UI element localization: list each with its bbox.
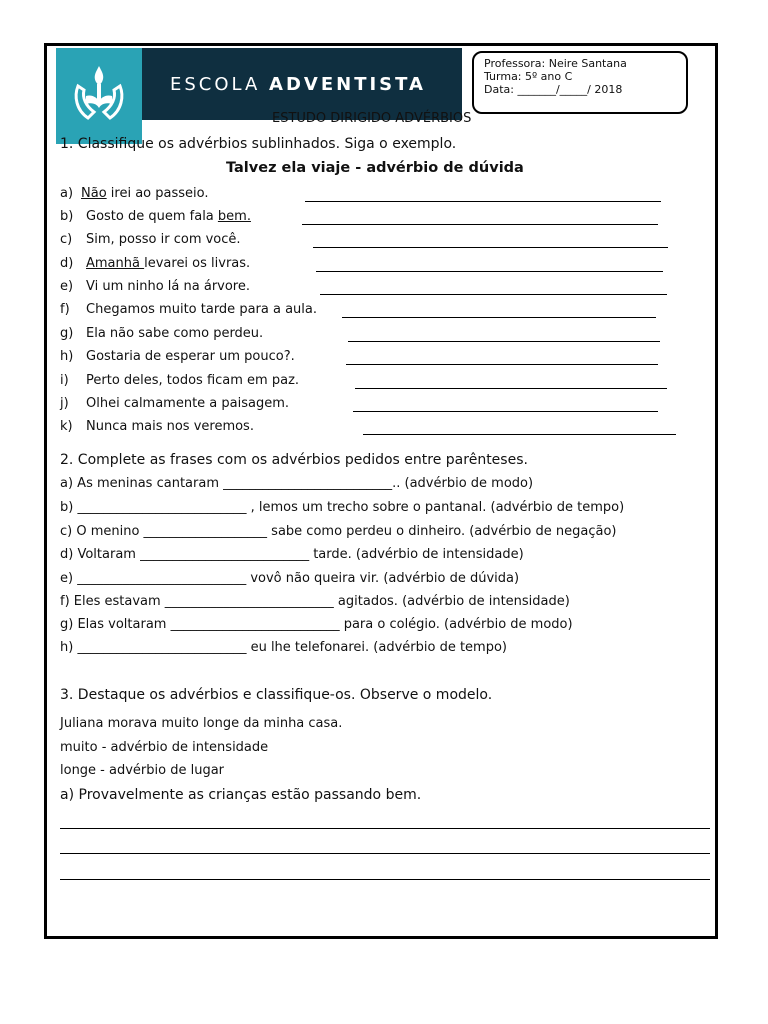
model-sentence: Juliana morava muito longe da minha casa. (60, 716, 343, 731)
school-name-bold: ADVENTISTA (269, 74, 426, 95)
section1-instruction: 1. Classifique os advérbios sublinhados. Siga o exemplo. (60, 136, 457, 152)
section3-item-a: a) Provavelmente as crianças estão passando bem. (60, 787, 422, 803)
section1-item (60, 302, 317, 317)
class-label: Turma: 5º ano C (484, 70, 573, 83)
section1-item (60, 232, 241, 247)
page-border (44, 43, 718, 939)
section2-item: d) Voltaram __________________________ tarde. (advérbio de intensidade) (60, 547, 524, 562)
answer-line (305, 201, 661, 202)
section2-item: g) Elas voltaram __________________________ para o colégio. (advérbio de modo) (60, 617, 573, 632)
school-prefix: ESCOLA (170, 74, 261, 95)
item-underlined-adverb: Amanhã (86, 256, 145, 271)
item-text-after: levarei os livras. (144, 256, 251, 271)
answer-line (355, 388, 667, 389)
item-letter: j) (60, 396, 69, 411)
section1-item (60, 419, 254, 434)
section1-item (60, 326, 263, 341)
section1-item (60, 186, 209, 201)
answer-line (60, 853, 710, 854)
item-letter: d) (60, 256, 74, 271)
item-text-after: irei ao passeio. (106, 186, 209, 201)
answer-line (60, 828, 710, 829)
answer-line (353, 411, 658, 412)
answer-line (346, 364, 658, 365)
section1-item (60, 349, 295, 364)
item-letter: c) (60, 232, 73, 247)
answer-line (348, 341, 660, 342)
model-line-2: longe - advérbio de lugar (60, 763, 225, 778)
item-text: Chegamos muito tarde para a aula. (86, 302, 317, 317)
school-logo (56, 48, 142, 144)
section1-example: Talvez ela viaje - advérbio de dúvida (226, 160, 524, 176)
answer-line (363, 434, 676, 435)
section1-item (60, 209, 251, 224)
item-letter: h) (60, 349, 74, 364)
header-info-box (472, 51, 688, 114)
section1-item (60, 279, 250, 294)
item-text: Vi um ninho lá na árvore. (86, 279, 250, 294)
answer-line (316, 271, 663, 272)
item-underlined-adverb: Não (81, 186, 107, 201)
item-text: Gostaria de esperar um pouco?. (86, 349, 295, 364)
section1-item (60, 373, 299, 388)
section2-item: b) __________________________ , lemos um trecho sobre o pantanal. (advérbio de tempo) (60, 500, 625, 515)
section2-item: h) __________________________ eu lhe telefonarei. (advérbio de tempo) (60, 640, 507, 655)
section2-instruction: 2. Complete as frases com os advérbios pedidos entre parênteses. (60, 452, 528, 468)
item-text: Nunca mais nos veremos. (86, 419, 254, 434)
answer-line (302, 224, 658, 225)
answer-line (342, 317, 656, 318)
answer-line (313, 247, 668, 248)
model-line-1: muito - advérbio de intensidade (60, 740, 269, 755)
section2-item: a) As meninas cantaram __________________________.. (advérbio de modo) (60, 476, 534, 491)
item-letter: b) (60, 209, 74, 224)
item-text: Perto deles, todos ficam em paz. (86, 373, 300, 388)
section1-item (60, 256, 250, 271)
item-text: Olhei calmamente a paisagem. (86, 396, 290, 411)
item-text: Sim, posso ir com você. (86, 232, 241, 247)
item-letter: k) (60, 419, 73, 434)
section1-item (60, 396, 289, 411)
answer-line (60, 879, 710, 880)
date-label: Data: _______/_____/ 2018 (484, 83, 623, 96)
logo-hands-icon (64, 60, 134, 130)
item-text: Gosto de quem fala (86, 209, 218, 224)
item-text: Ela não sabe como perdeu. (86, 326, 264, 341)
item-letter: g) (60, 326, 74, 341)
item-letter: e) (60, 279, 74, 294)
section2-item: f) Eles estavam __________________________ agitados. (advérbio de intensidade) (60, 594, 570, 609)
answer-line (320, 294, 667, 295)
section2-item: c) O menino ___________________ sabe como perdeu o dinheiro. (advérbio de negação) (60, 524, 617, 539)
page-title: ESTUDO DIRIGIDO ADVÉRBIOS (272, 111, 472, 126)
item-letter: f) (60, 302, 70, 317)
item-underlined-adverb: bem. (217, 209, 251, 224)
section2-item: e) __________________________ vovô não queira vir. (advérbio de dúvida) (60, 571, 520, 586)
item-letter: i) (60, 373, 69, 388)
professor-label: Professora: Neire Santana (484, 57, 627, 70)
section3-instruction: 3. Destaque os advérbios e classifique-os. Observe o modelo. (60, 687, 493, 703)
school-name (170, 74, 426, 95)
item-letter: a) (60, 186, 74, 201)
